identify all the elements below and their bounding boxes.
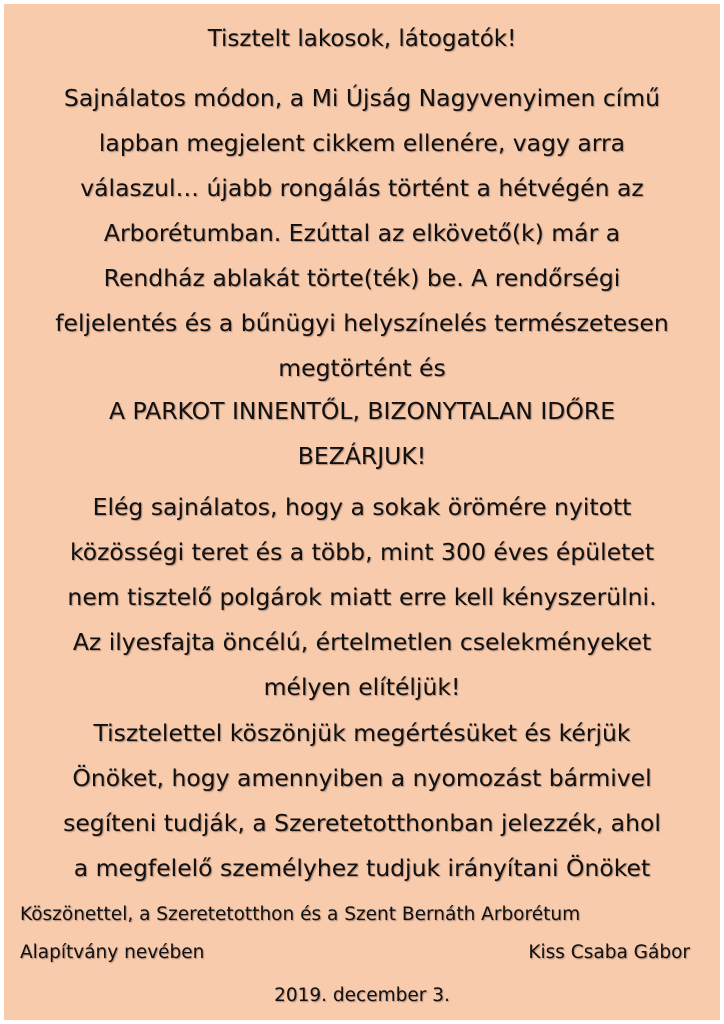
paragraph-line: a megfelelő személyhez tudjuk irányítani Önöket [73,854,651,882]
signature-block [20,896,704,972]
closure-line: BEZÁRJUK! [297,442,427,470]
paragraph-line: Rendház ablakát törte(ték) be. A rendőrségi [103,264,621,292]
paragraph-line: Tisztelettel köszönjük megértésüket és kérjük [93,719,631,747]
paragraph-line: Elég sajnálatos, hogy a sokak örömére nyitott [92,493,632,521]
paragraph-line: feljelentés és a bűnügyi helyszínelés természetesen [55,309,669,337]
signature-organization: Alapítvány nevében [20,942,205,963]
paragraph-condemnation [4,485,720,710]
paragraph-incident [4,76,720,391]
notice-date: 2019. december 3. [274,985,450,1006]
paragraph-line: mélyen elítéljük! [263,673,461,701]
paragraph-line: lapban megjelent cikkem ellenére, vagy arra [98,129,626,157]
paragraph-request [4,711,720,891]
paragraph-line: nem tisztelő polgárok miatt erre kell kényszerülni. [67,583,657,611]
paragraph-line: Önöket, hogy amennyiben a nyomozást bármivel [72,764,652,792]
notice-title: Tisztelt lakosok, látogatók! [207,26,517,52]
paragraph-line: segíteni tudják, a Szeretetotthonban jelezzék, ahol [63,809,661,837]
paragraph-line: megtörtént és [278,354,446,382]
paragraph-line: Sajnálatos módon, a Mi Újság Nagyvenyimen című [63,84,661,112]
closure-announcement [4,389,720,479]
signature-thanks: Köszönettel, a Szeretetotthon és a Szent Bernáth Arborétum [20,904,581,925]
closure-line: A PARKOT INNENTŐL, BIZONYTALAN IDŐRE [108,397,616,425]
paragraph-line: válaszul… újabb rongálás történt a hétvégén az [80,174,644,202]
paragraph-line: közösségi teret és a több, mint 300 éves épületet [69,538,655,566]
signature-row [20,934,704,972]
paragraph-line: Az ilyesfajta öncélú, értelmetlen cselekményeket [72,628,652,656]
signature-author: Kiss Csaba Gábor [528,942,690,963]
paragraph-line: Arborétumban. Ezúttal az elkövető(k) már a [103,219,621,247]
notice-page [4,4,720,1020]
